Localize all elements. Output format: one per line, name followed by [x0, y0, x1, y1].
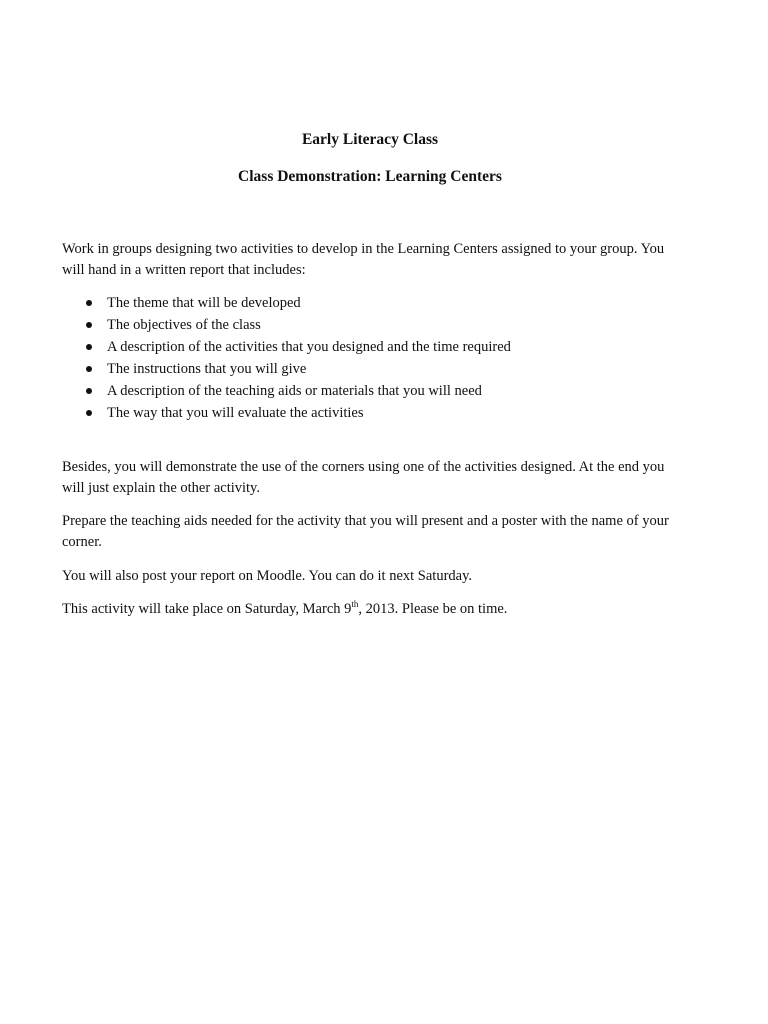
- intro-paragraph: Work in groups designing two activities to develop in the Learning Centers assigned to your group. You will hand in a written report that includes:: [62, 241, 665, 278]
- list-item-text: The theme that will be developed: [107, 295, 301, 311]
- bullet-icon: [86, 388, 92, 394]
- document-title: Early Literacy Class: [301, 131, 439, 148]
- list-item-text: A description of the activities that you designed and the time required: [107, 339, 511, 355]
- moodle-paragraph: You will also post your report on Moodle. You can do it next Saturday.: [62, 568, 473, 584]
- list-item-text: The way that you will evaluate the activities: [107, 405, 364, 421]
- list-item-text: The objectives of the class: [107, 317, 261, 333]
- date-ordinal-suffix: th: [351, 599, 359, 610]
- report-requirements-list: [80, 292, 511, 424]
- list-item: [80, 292, 511, 314]
- list-item: [80, 380, 511, 402]
- bullet-icon: [86, 322, 92, 328]
- list-item: [80, 402, 511, 424]
- date-rest: , 2013. Please be on time.: [358, 601, 508, 617]
- bullet-icon: [86, 366, 92, 372]
- list-item-text: A description of the teaching aids or materials that you will need: [107, 383, 482, 399]
- teaching-aids-paragraph: Prepare the teaching aids needed for the activity that you will present and a poster with the name of your corner.: [62, 513, 669, 550]
- date-paragraph: [62, 599, 678, 620]
- list-item: [80, 336, 511, 358]
- bullet-icon: [86, 344, 92, 350]
- list-item: [80, 314, 511, 336]
- bullet-icon: [86, 410, 92, 416]
- list-item: [80, 358, 511, 380]
- bullet-icon: [86, 300, 92, 306]
- date-prefix: This activity will take place on Saturday, March 9: [62, 601, 352, 617]
- document-subtitle: Class Demonstration: Learning Centers: [238, 168, 502, 185]
- demonstration-paragraph: Besides, you will demonstrate the use of the corners using one of the activities designed. At the end you will just explain the other activity.: [62, 459, 665, 496]
- list-item-text: The instructions that you will give: [107, 361, 307, 377]
